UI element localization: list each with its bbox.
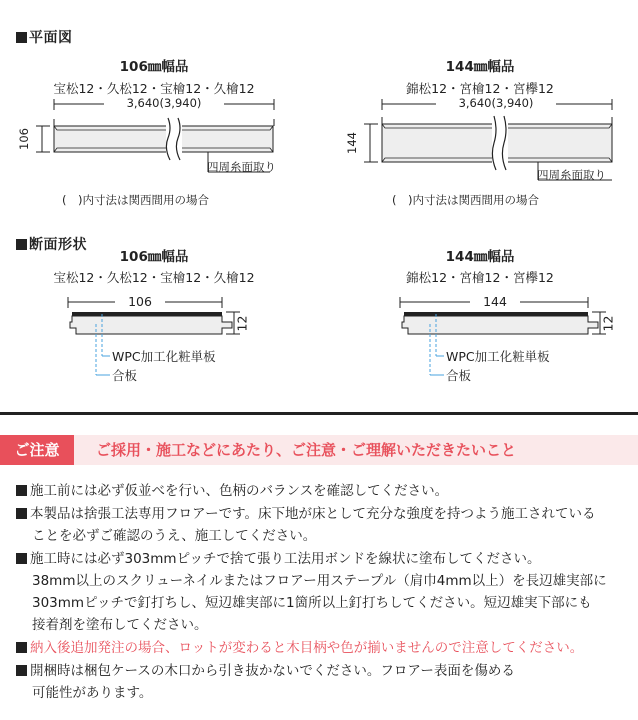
section-left-width: 106 (115, 294, 165, 309)
caution-item (16, 660, 515, 704)
plan-left-species: 宝松12・久松12・宝檜12・久檜12 (53, 81, 255, 96)
plan-right-length: 3,640(3,940) (436, 96, 556, 110)
plan-left-heading: 106㎜幅品 (119, 59, 189, 75)
section-left-layer-plywood: 合板 (112, 368, 138, 383)
caution-item (16, 637, 583, 659)
square-bullet-icon (16, 642, 27, 653)
caution-item (16, 480, 448, 502)
plan-right-width: 144 (345, 132, 359, 154)
section-right-species: 錦松12・宮檜12・宮欅12 (406, 270, 554, 285)
caution-item-line: 303mmピッチで釘打ちし、短辺雄実部に1箇所以上釘打ちしてください。短辺雄実下部にも (32, 595, 592, 611)
caution-headline: ご採用・施工などにあたり、ご注意・ご理解いただきたいこと (96, 441, 517, 459)
caution-item-line: 接着剤を塗布してください。 (32, 617, 208, 633)
section-left-species: 宝松12・久松12・宝檜12・久檜12 (53, 270, 255, 285)
plan-left-note: ( )内寸法は関西間用の場合 (62, 193, 209, 207)
caution-item (16, 503, 596, 547)
caution-item-line: 本製品は捨張工法専用フロアーです。床下地が床として充分な強度を持つよう施工されている (30, 506, 596, 522)
plan-right-note: ( )内寸法は関西間用の場合 (392, 193, 539, 207)
caution-item-line: 施工時には必ず303mmピッチで捨て張り工法用ボンドを線状に塗布してください。 (30, 551, 541, 567)
square-bullet-icon (16, 508, 27, 519)
plan-section-title: 平面図 (16, 27, 73, 47)
caution-item-line: ことを必ずご確認のうえ、施工してください。 (32, 528, 317, 544)
square-bullet-icon (16, 485, 27, 496)
plan-left-chamfer: 四周糸面取り (207, 160, 276, 174)
section-left-heading: 106㎜幅品 (119, 249, 189, 265)
caution-item-line: 38mm以上のスクリューネイルまたはフロアー用ステープル（肩巾4mm以上）を長辺雄実部に (32, 573, 607, 589)
section-right-layer-plywood: 合板 (446, 368, 472, 383)
section-right-heading: 144㎜幅品 (445, 249, 515, 265)
section-right-width: 144 (470, 294, 520, 309)
section-right-layer-veneer: WPC加工化粧単板 (446, 349, 550, 364)
plan-left-width: 106 (17, 128, 31, 150)
caution-tag: ご注意 (0, 435, 74, 465)
caution-item-line: 可能性があります。 (32, 685, 153, 701)
square-bullet-icon (16, 553, 27, 564)
plan-right-heading: 144㎜幅品 (445, 59, 515, 75)
section-title: 断面形状 (16, 234, 87, 254)
section-left-layer-veneer: WPC加工化粧単板 (112, 349, 216, 364)
caution-item (16, 548, 607, 636)
caution-item-line: 施工前には必ず仮並べを行い、色柄のバランスを確認してください。 (30, 483, 449, 499)
section-left-thickness: 12 (234, 315, 250, 332)
plan-left-length: 3,640(3,940) (104, 96, 224, 110)
caution-item-line: 納入後追加発注の場合、ロットが変わると木目柄や色が揃いませんので注意してください。 (30, 640, 584, 656)
divider (0, 412, 638, 415)
section-right-thickness: 12 (600, 315, 616, 332)
plan-right-chamfer: 四周糸面取り (537, 168, 606, 182)
plan-right-species: 錦松12・宮檜12・宮欅12 (406, 81, 554, 96)
caution-item-line: 開梱時は梱包ケースの木口から引き抜かないでください。フロアー表面を傷める (30, 663, 515, 679)
square-bullet-icon (16, 665, 27, 676)
